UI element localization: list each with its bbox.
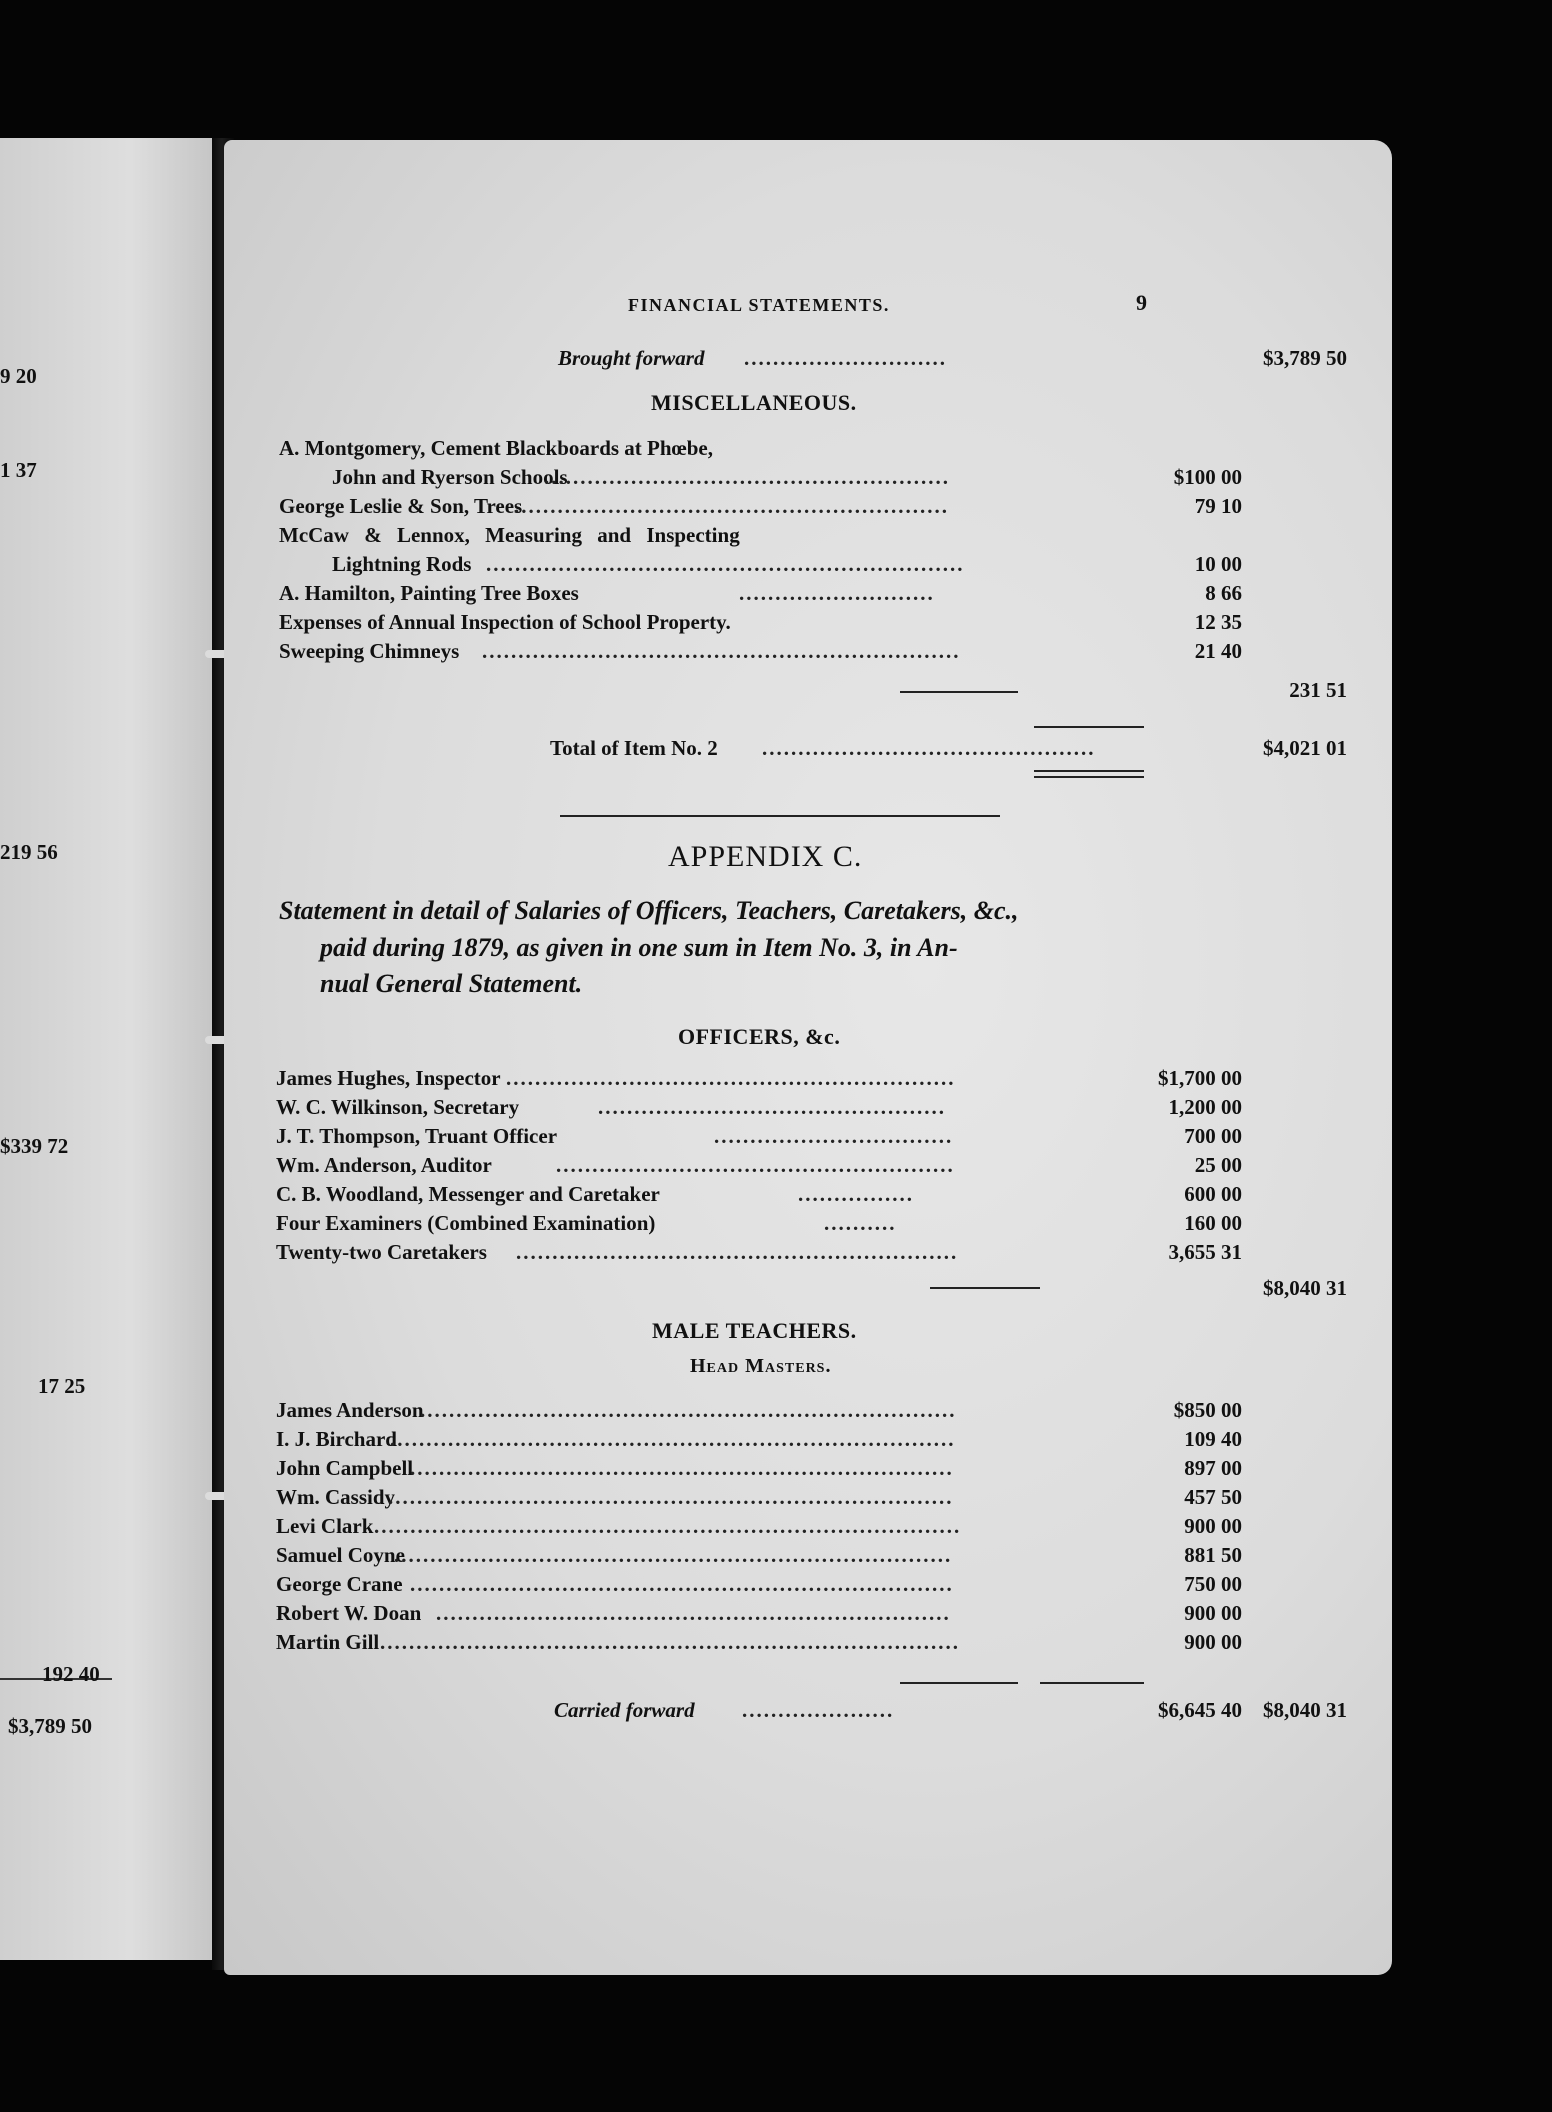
officer-amount: 600 00 bbox=[1184, 1182, 1242, 1206]
misc-row bbox=[224, 465, 1392, 495]
officer-label: James Hughes, Inspector bbox=[276, 1066, 501, 1090]
column-rule bbox=[900, 1682, 1018, 1684]
teacher-label: Robert W. Doan bbox=[276, 1601, 422, 1625]
left-amount: $3,789 50 bbox=[8, 1714, 92, 1738]
double-rule bbox=[1034, 770, 1144, 772]
teacher-label: George Crane bbox=[276, 1572, 403, 1596]
teacher-label: Levi Clark bbox=[276, 1514, 374, 1538]
misc-label: George Leslie & Son, Trees bbox=[279, 494, 523, 518]
dot-leader: ........................................................................... bbox=[410, 1456, 954, 1480]
misc-row bbox=[224, 523, 1392, 553]
dot-leader: .......... bbox=[824, 1211, 897, 1235]
dot-leader: .................................................................. bbox=[486, 552, 965, 576]
teacher-amount: 109 40 bbox=[1184, 1427, 1242, 1451]
officers-total-row bbox=[224, 1276, 1392, 1306]
misc-amount: 10 00 bbox=[1194, 552, 1242, 576]
dot-leader: ............................................................ bbox=[514, 494, 949, 518]
section-heading-miscellaneous: MISCELLANEOUS. bbox=[651, 390, 857, 415]
officer-row bbox=[224, 1240, 1392, 1270]
officer-row bbox=[224, 1153, 1392, 1183]
carried-forward-total: $8,040 31 bbox=[1263, 1698, 1347, 1722]
left-amount: 1 37 bbox=[0, 458, 37, 482]
teacher-label: Martin Gill bbox=[276, 1630, 380, 1654]
left-amount: 17 25 bbox=[38, 1374, 86, 1398]
dot-leader: .............................................................................. bbox=[390, 1427, 956, 1451]
teacher-row bbox=[224, 1456, 1392, 1486]
appendix-statement: nual General Statement. bbox=[320, 969, 583, 998]
item-total-label: Total of Item No. 2 bbox=[550, 736, 718, 760]
appendix-title: APPENDIX C. bbox=[668, 840, 863, 873]
misc-amount: 8 66 bbox=[1205, 581, 1242, 605]
dot-leader: ................................................ bbox=[598, 1095, 946, 1119]
dot-leader: ............................................................. bbox=[516, 1240, 959, 1264]
dot-leader: ........................... bbox=[739, 581, 935, 605]
teacher-row bbox=[224, 1427, 1392, 1457]
item-total-amount: $4,021 01 bbox=[1263, 736, 1347, 760]
officer-amount: 1,200 00 bbox=[1168, 1095, 1242, 1119]
teacher-row bbox=[224, 1572, 1392, 1602]
misc-row bbox=[224, 581, 1392, 611]
officer-amount: 700 00 bbox=[1184, 1124, 1242, 1148]
dot-leader: .............................................................. bbox=[506, 1066, 956, 1090]
misc-label: A. Montgomery, Cement Blackboards at Phœbe, bbox=[279, 436, 713, 460]
officer-row bbox=[224, 1124, 1392, 1154]
dot-leader: ..................... bbox=[742, 1698, 895, 1722]
dot-leader: ............................ bbox=[744, 346, 947, 370]
officer-row bbox=[224, 1066, 1392, 1096]
officer-row bbox=[224, 1182, 1392, 1212]
teacher-row bbox=[224, 1630, 1392, 1660]
carried-forward-label: Carried forward bbox=[554, 1698, 695, 1722]
teacher-label: John Campbell bbox=[276, 1456, 414, 1480]
misc-amount: 79 10 bbox=[1194, 494, 1242, 518]
dot-leader: .................................................................. bbox=[482, 639, 961, 663]
officer-label: Four Examiners (Combined Examination) bbox=[276, 1211, 656, 1235]
teacher-amount: 881 50 bbox=[1184, 1543, 1242, 1567]
brought-forward-label: Brought forward bbox=[558, 346, 705, 370]
officer-amount: 3,655 31 bbox=[1168, 1240, 1242, 1264]
document-page bbox=[224, 140, 1392, 1975]
page-number: 9 bbox=[1136, 290, 1147, 315]
dot-leader: ....................................................... bbox=[556, 1153, 955, 1177]
misc-label: John and Ryerson Schools bbox=[332, 465, 568, 489]
dot-leader: ....................................................................... bbox=[436, 1601, 951, 1625]
dot-leader: ................................................................................. bbox=[374, 1514, 962, 1538]
brought-forward-row bbox=[224, 346, 1392, 376]
subheading-head-masters: Head Masters. bbox=[690, 1355, 832, 1377]
misc-amount: 21 40 bbox=[1194, 639, 1242, 663]
teacher-row bbox=[224, 1543, 1392, 1573]
column-rule bbox=[1034, 726, 1144, 728]
dot-leader: ........................................................................... bbox=[410, 1572, 954, 1596]
misc-label: Lightning Rods bbox=[332, 552, 472, 576]
teacher-row bbox=[224, 1514, 1392, 1544]
previous-page bbox=[0, 138, 218, 1960]
misc-row bbox=[224, 436, 1392, 466]
misc-label: A. Hamilton, Painting Tree Boxes bbox=[279, 581, 579, 605]
teacher-row bbox=[224, 1601, 1392, 1631]
dot-leader: ............................................................................. bbox=[394, 1543, 953, 1567]
officer-amount: 160 00 bbox=[1184, 1211, 1242, 1235]
double-rule bbox=[1034, 776, 1144, 778]
item-total-row bbox=[224, 736, 1392, 766]
misc-subtotal: 231 51 bbox=[1289, 678, 1347, 702]
left-amount: $339 72 bbox=[0, 1134, 69, 1158]
dot-leader: ........................................................ bbox=[544, 465, 950, 489]
carried-forward-amount: $6,645 40 bbox=[1158, 1698, 1242, 1722]
misc-label: Sweeping Chimneys bbox=[279, 639, 460, 663]
teacher-row bbox=[224, 1485, 1392, 1515]
teacher-label: James Anderson bbox=[276, 1398, 424, 1422]
left-amount: 9 20 bbox=[0, 364, 37, 388]
teacher-amount: 897 00 bbox=[1184, 1456, 1242, 1480]
section-heading-male-teachers: MALE TEACHERS. bbox=[652, 1318, 857, 1343]
misc-label: Expenses of Annual Inspection of School Property. bbox=[279, 610, 731, 634]
officer-label: C. B. Woodland, Messenger and Caretaker bbox=[276, 1182, 660, 1206]
teacher-label: Wm. Cassidy bbox=[276, 1485, 396, 1509]
teacher-amount: 900 00 bbox=[1184, 1630, 1242, 1654]
officer-label: W. C. Wilkinson, Secretary bbox=[276, 1095, 520, 1119]
section-heading-officers: OFFICERS, &c. bbox=[678, 1024, 841, 1049]
running-title: FINANCIAL STATEMENTS. bbox=[628, 295, 890, 315]
misc-row bbox=[224, 639, 1392, 669]
officer-row bbox=[224, 1211, 1392, 1241]
misc-row bbox=[224, 494, 1392, 524]
appendix-statement: paid during 1879, as given in one sum in Item No. 3, in An- bbox=[320, 933, 958, 962]
left-amount: 192 40 bbox=[42, 1662, 100, 1686]
officers-total: $8,040 31 bbox=[1263, 1276, 1347, 1300]
carried-forward-row bbox=[224, 1698, 1392, 1728]
officer-label: J. T. Thompson, Truant Officer bbox=[276, 1124, 558, 1148]
teacher-amount: 900 00 bbox=[1184, 1514, 1242, 1538]
dot-leader: .............................................................................. bbox=[388, 1485, 954, 1509]
misc-amount: 12 35 bbox=[1194, 610, 1242, 634]
dot-leader: .......................................................................... bbox=[420, 1398, 957, 1422]
section-divider bbox=[560, 815, 1000, 817]
teacher-amount: 457 50 bbox=[1184, 1485, 1242, 1509]
officer-label: Twenty-two Caretakers bbox=[276, 1240, 487, 1264]
teacher-amount: 750 00 bbox=[1184, 1572, 1242, 1596]
left-amount: 219 56 bbox=[0, 840, 58, 864]
dot-leader: ................ bbox=[798, 1182, 914, 1206]
officer-row bbox=[224, 1095, 1392, 1125]
dot-leader: .............................................. bbox=[762, 736, 1096, 760]
teacher-label: I. J. Birchard bbox=[276, 1427, 397, 1451]
officer-amount: 25 00 bbox=[1194, 1153, 1242, 1177]
appendix-statement: Statement in detail of Salaries of Officers, Teachers, Caretakers, &c., bbox=[279, 896, 1019, 925]
misc-row bbox=[224, 552, 1392, 582]
misc-subtotal-row bbox=[224, 678, 1392, 708]
brought-forward-amount: $3,789 50 bbox=[1263, 346, 1347, 370]
dot-leader: ................................. bbox=[714, 1124, 954, 1148]
misc-amount: $100 00 bbox=[1173, 465, 1242, 489]
officer-amount: $1,700 00 bbox=[1158, 1066, 1242, 1090]
column-rule bbox=[1040, 1682, 1144, 1684]
teacher-amount: $850 00 bbox=[1173, 1398, 1242, 1422]
teacher-amount: 900 00 bbox=[1184, 1601, 1242, 1625]
misc-label: McCaw & Lennox, Measuring and Inspecting bbox=[279, 523, 740, 547]
misc-row bbox=[224, 610, 1392, 640]
dot-leader: ................................................................................ bbox=[380, 1630, 960, 1654]
officer-label: Wm. Anderson, Auditor bbox=[276, 1153, 492, 1177]
teacher-label: Samuel Coyne bbox=[276, 1543, 405, 1567]
teacher-row bbox=[224, 1398, 1392, 1428]
